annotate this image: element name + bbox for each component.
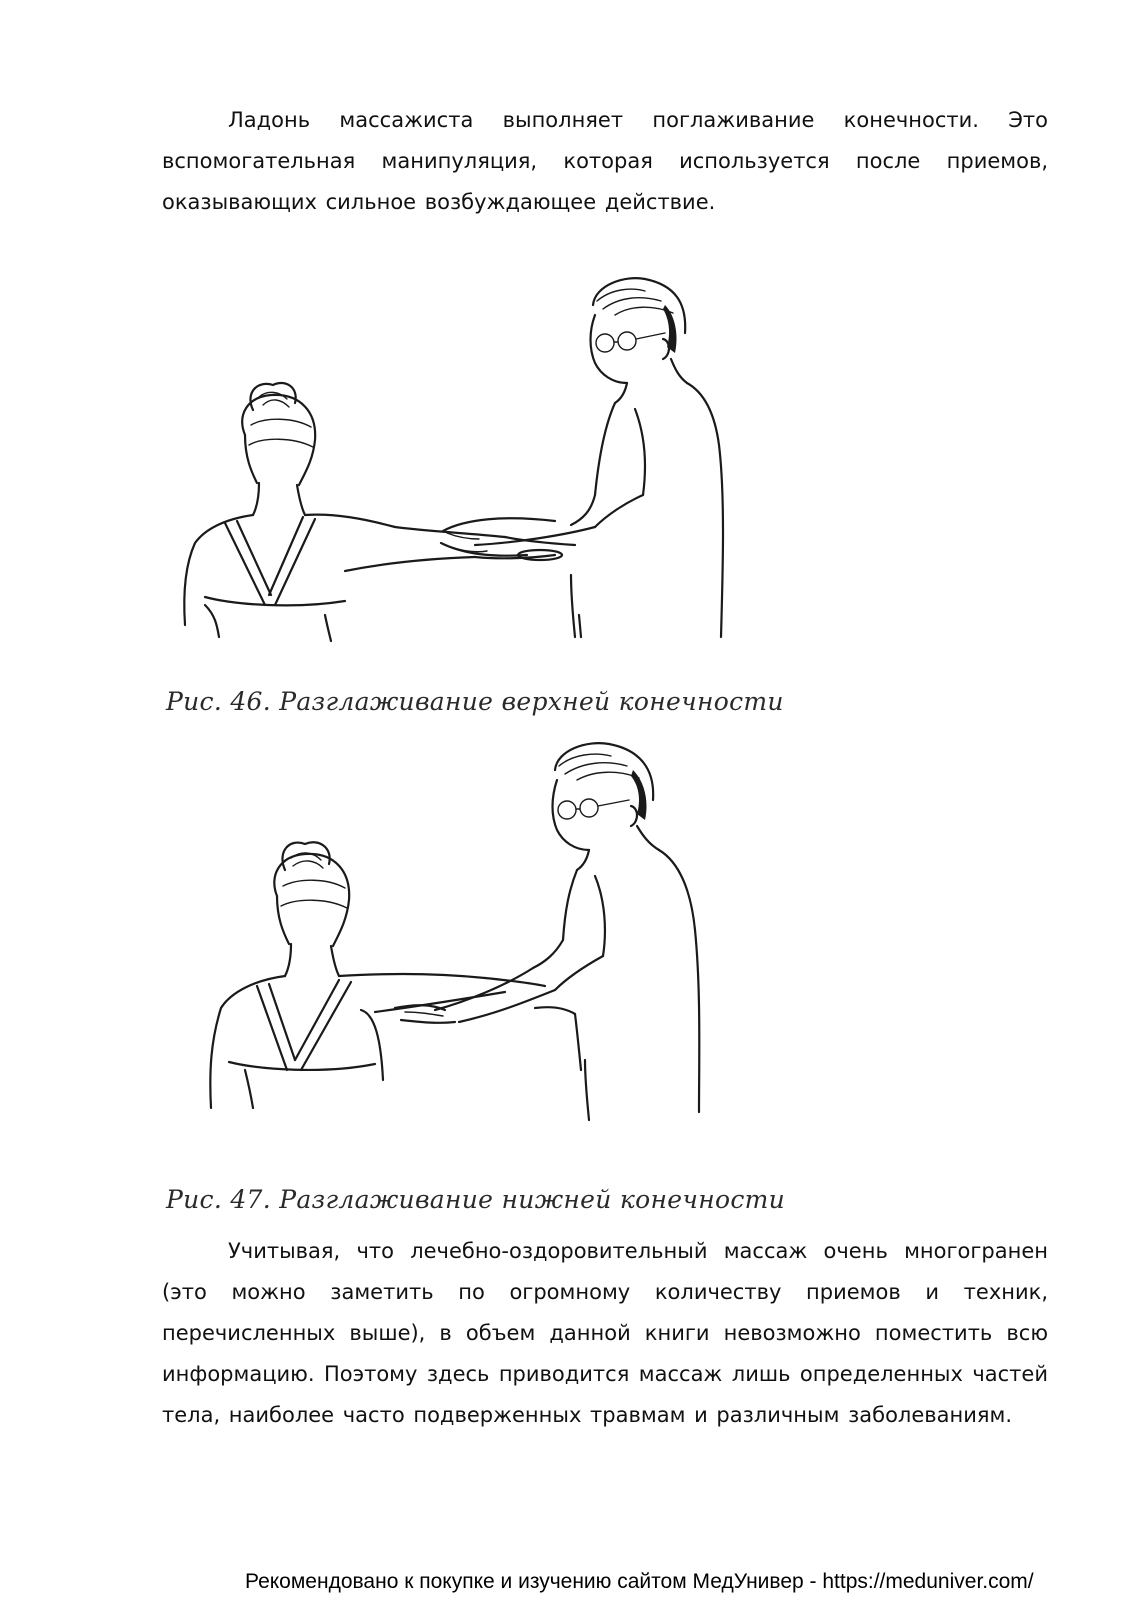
patient-figure: [210, 842, 545, 1108]
figure-46-illustration: [175, 275, 775, 650]
patient-figure: [184, 383, 575, 641]
figure-47-caption: Рис. 47. Разглаживание нижней конечности: [166, 1185, 786, 1214]
paragraph-closing: Учитывая, что лечебно-оздоровительный массаж очень многогранен (это можно заметить по огромному количеству приемов и техник, перечисленных выше), в объем данной книги невозможно поместить всю информацию. Поэтому здесь приводится массаж лишь определенных частей тела, наиболее часто подверженных травмам и различным заболеваниям.: [162, 1239, 1048, 1427]
masseur-figure: [395, 743, 699, 1120]
footer-recommendation: Рекомендовано к покупке и изучению сайтом МедУнивер - https://meduniver.com/: [245, 1570, 1034, 1593]
figure-47-illustration: [205, 740, 765, 1140]
masseur-figure: [441, 278, 723, 637]
paragraph-intro: Ладонь массажиста выполняет поглаживание конечности. Это вспомогательная манипуляция, которая используется после приемов, оказывающих сильное возбуждающее действие.: [162, 108, 1048, 214]
figure-46-caption: Рис. 46. Разглаживание верхней конечности: [166, 687, 784, 716]
